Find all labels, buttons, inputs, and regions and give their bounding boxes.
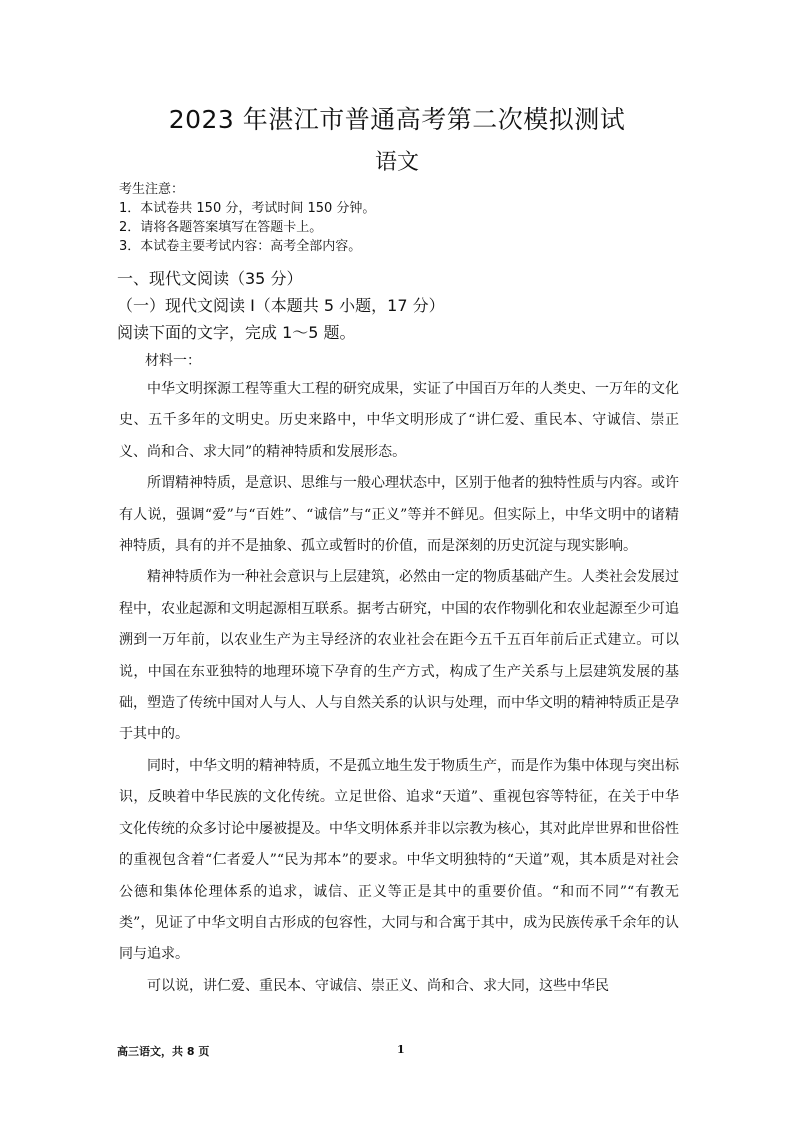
candidate-notice bbox=[119, 180, 375, 256]
exam-title: 2023 年湛江市普通高考第二次模拟测试 bbox=[168, 105, 626, 134]
notice-item: 1．本试卷共 150 分，考试时间 150 分钟。 bbox=[119, 201, 376, 216]
notice-item: 2．请将各题答案填写在答题卡上。 bbox=[119, 220, 323, 235]
reading-instruction: 阅读下面的文字，完成 1～5 题。 bbox=[117, 323, 356, 342]
paragraph: 中华文明探源工程等重大工程的研究成果，实证了中国百万年的人类史、一万年的文化史、五千多年的文明史。历史来路中，中华文明形成了“讲仁爱、重民本、守诚信、崇正义、尚和合、求大同”的精神特质和发展形态。 bbox=[119, 381, 679, 460]
paragraph: 可以说，讲仁爱、重民本、守诚信、崇正义、尚和合、求大同，这些中华民 bbox=[147, 977, 609, 994]
paragraph: 所谓精神特质，是意识、思维与一般心理状态中，区别于他者的独特性质与内容。或许有人说，强调“爱”与“百姓”、“诚信”与“正义”等并不鲜见。但实际上，中华文明中的诸精神特质，具有的并不是抽象、孤立或暂时的价值，而是深刻的历史沉淀与现实影响。 bbox=[119, 475, 679, 555]
material-label: 材料一： bbox=[145, 353, 201, 369]
notice-item: 3．本试卷主要考试内容：高考全部内容。 bbox=[119, 239, 362, 254]
footer-info: 高三语文，共 8 页 bbox=[117, 1045, 210, 1058]
paragraph: 精神特质作为一种社会意识与上层建筑，必然由一定的物质基础产生。人类社会发展过程中，农业起源和文明起源相互联系。据考古研究，中国的农作物驯化和农业起源至少可追溯到一万年前，以农业生产为主导经济的农业社会在距今五千五百年前后正式建立。可以说，中国在东亚独特的地理环境下孕育的生产方式，构成了生产关系与上层建筑发展的基础，塑造了传统中国对人与人、人与自然关系的认识与处理，而中华文明的精神特质正是孕于其中的。 bbox=[119, 569, 679, 743]
notice-heading: 考生注意： bbox=[119, 182, 185, 197]
section-heading: 一、现代文阅读（35 分） bbox=[117, 269, 303, 288]
subject-title: 语文 bbox=[374, 150, 419, 175]
paragraph: 同时，中华文明的精神特质，不是孤立地生发于物质生产，而是作为集中体现与突出标识，反映着中华民族的文化传统。立足世俗、追求“天道”、重视包容等特征，在关于中华文化传统的众多讨论中屡被提及。中华文明体系并非以宗教为核心，其对此岸世界和世俗性的重视包含着“仁者爱人”“民为邦本”的要求。中华文明独特的“天道”观，其本质是对社会公德和集体伦理体系的追求，诚信、正义等正是其中的重要价值。“和而不同”“有教无类”，见证了中华文明自古形成的包容性，大同与和合寓于其中，成为民族传承千余年的认同与追求。 bbox=[119, 757, 679, 963]
reading-passage bbox=[119, 374, 679, 1002]
subsection-heading: （一）现代文阅读 I（本题共 5 小题，17 分） bbox=[117, 296, 445, 315]
page-number: 1 bbox=[397, 1043, 405, 1056]
